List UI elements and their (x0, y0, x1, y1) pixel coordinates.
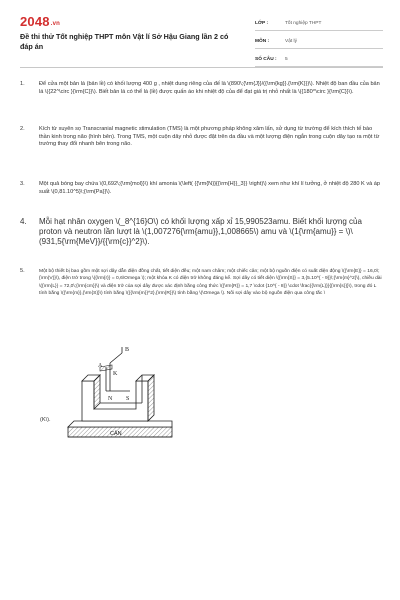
meta-row-count (255, 53, 383, 67)
question-number: 1. (20, 81, 25, 87)
label-a: A (98, 363, 103, 369)
meta-row-subject (255, 35, 383, 49)
meta-label: SỐ CÂU : (255, 57, 277, 62)
wire-frame (100, 347, 130, 391)
meta-value: 5 (285, 57, 288, 62)
exam-meta (255, 17, 383, 71)
label-k: K (113, 371, 118, 377)
question-text: Mỗi hạt nhân oxygen \(_8^{16}O\) có khối lượng xấp xỉ 15,990523amu. Biết khối lượng của proton và neutron lần lượt là \(1,007276{\rm{amu}},1,008665\) amu và \(1{\rm{amu}} = \)\(931,5{\rm{MeV}}/{{\rm{c}}^2}\). (39, 217, 362, 246)
question-text: Một quả bóng bay chứa \(0,692\;{\rm{mol}}\) khí amonia \(\left( {{\rm{N}}{{\rm{H}}_3}} \right)\) xem như khí lí tưởng, ở nhiệt độ 280 K và áp suất \(0,81.10^5}\;{\rm{Pa}}\). (39, 181, 381, 195)
u-magnet (82, 375, 154, 421)
site-logo[interactable] (20, 14, 60, 29)
label-b: B (125, 347, 130, 353)
question-number: 2. (20, 126, 25, 132)
meta-value: Tốt nghiệp THPT (285, 21, 322, 26)
meta-value: Vật lý (285, 39, 297, 44)
question-2 (20, 126, 382, 149)
meta-label: MÔN : (255, 39, 270, 44)
meta-label: LỚP : (255, 21, 269, 26)
question-4 (20, 217, 382, 247)
logo-suffix: .vn (50, 21, 61, 27)
question-1 (20, 81, 382, 96)
label-scale: CÂN (110, 431, 122, 437)
label-n: N (108, 396, 113, 402)
meta-row-class (255, 17, 383, 31)
question-3 (20, 181, 382, 196)
header-divider (20, 67, 383, 68)
logo-text: 2048 (20, 14, 50, 29)
question-text: Một bộ thiết bị bao gồm một sợi dây dẫn điện đồng chất, tiết diện đều; một nam châm; một chiếc cân; một bộ nguồn điện có suất điện động \({\rm{E}} = 16,0\;{\rm{V}}\), điện trở trong \({\rm{r}} = 0,6\Omega \); một khóa K có điện trở không đáng kể. Sợi dây có tiết diện \({\rm{S}} = 3,{5.10^{ - 9}}\;{\rm{m}^2}\), chiều dài \({\rm{L}} = 72,0\;{\rm{cm}}\) và điện trở của sợi dây được xác định bằng công thức \({\rm{R}} = 1,7 \cdot {10^{ - 8}} \cdot \frac{{\rm{L}}}{{\rm{s}}}\), trong đó L tính bằng \({\rm{m}},{\rm{S}}\) tính bằng \({{\rm{m}}^2},{\rm{R}}\) tính bằng \(\Omega \). Nối sợi dây vào bộ nguồn điện qua công tắc \ (39, 269, 382, 296)
question-number: 4. (20, 217, 27, 226)
figure-caption: (K\). (40, 417, 51, 423)
question-text: Kích từ xuyên sọ Transcranial magnetic stimulation (TMS) là một phương pháp không xâm lấn, sử dụng từ trường để kích thích tế bào thần kinh trong não (hình bên). Trong TMS, một cuộn dây nhỏ được đặt trên da đầu và một lượng điện ngắn trong cuộn dây tạo ra một từ trường thay đổi nhanh bên trong não. (39, 126, 380, 148)
question-text: Để cửa một bản lá (bản lề) có khối lượng 400 g , nhiệt dung riêng của đế là \(890\;{\rm{J}}/({\rm{kg}}.{\rm{K}})\). Nhiệt độ ban đầu của bản lá \({22^\circ }{\rm{C}}\). Biết bản lá có thể lá (lề) được quấn áo khi nhiệt độ của để đạt giá trị nhỏ nhất là \({180^\circ }{\rm{C}}\). (39, 81, 380, 95)
exam-title: Đề thi thử Tốt nghiệp THPT môn Vật lí Sở Hậu Giang lần 2 có đáp án (20, 32, 229, 51)
label-s: S (126, 396, 130, 402)
magnet-scale-figure (60, 343, 175, 443)
question-number: 3. (20, 181, 25, 187)
question-number: 5. (20, 268, 25, 274)
question-5 (20, 268, 382, 297)
